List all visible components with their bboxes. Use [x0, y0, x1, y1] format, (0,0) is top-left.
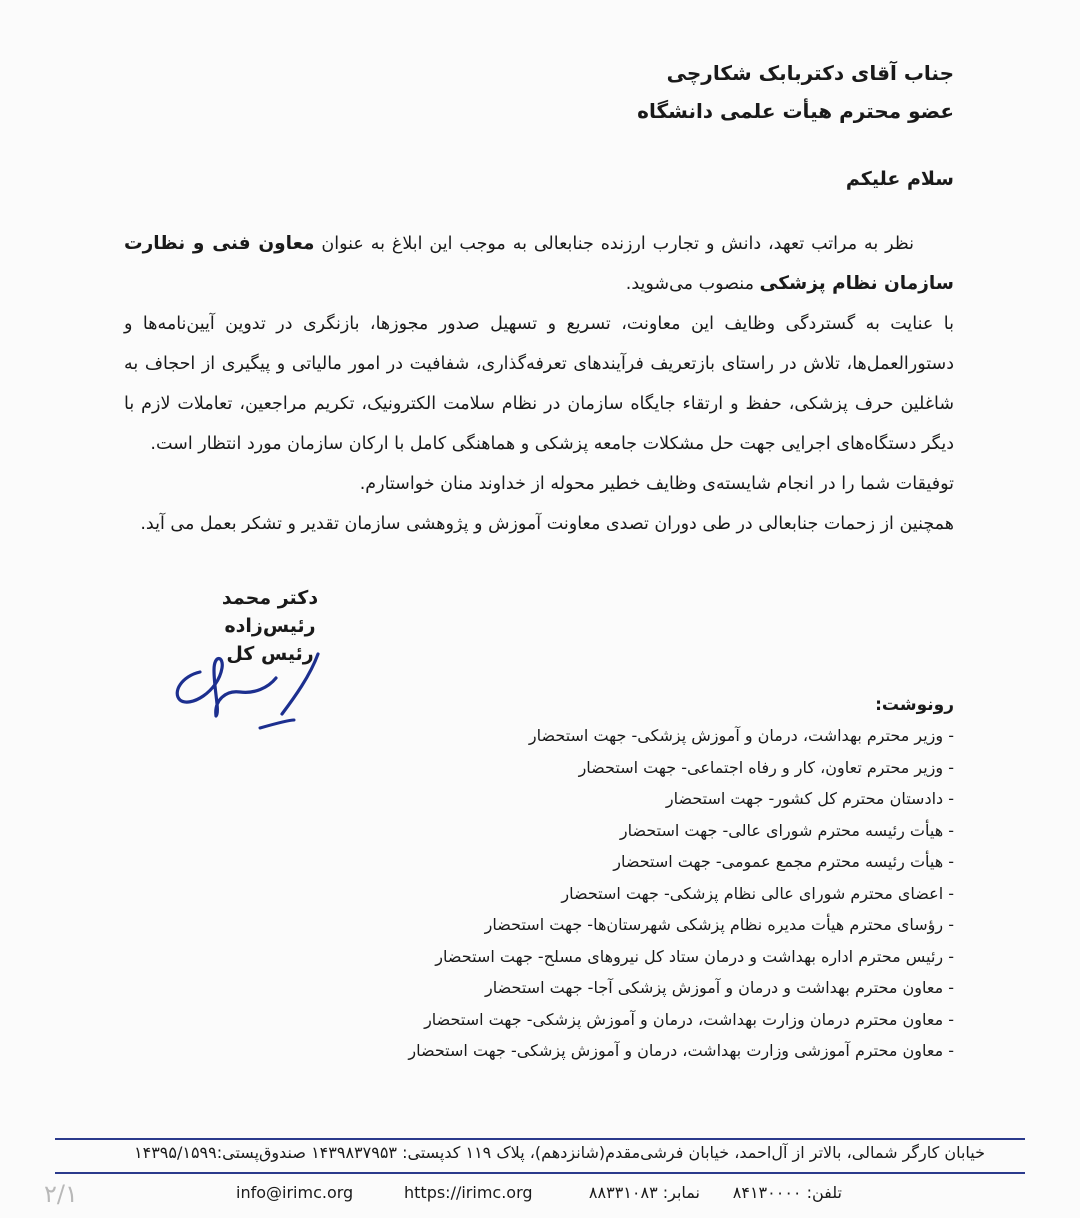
- footer-phone: تلفن: ۸۴۱۳۰۰۰۰: [732, 1183, 842, 1202]
- letter-body: [124, 224, 954, 544]
- cc-item: - رئیس محترم اداره بهداشت و درمان ستاد کل نیروهای مسلح- جهت استحضار: [435, 946, 954, 966]
- appointment-text: نظر به مراتب تعهد، دانش و تجارب ارزنده جنابعالی به موجب این ابلاغ به عنوان: [314, 234, 914, 254]
- footer-rule-top: [55, 1138, 1025, 1140]
- appointment-position: معاون فنی و نظارت سازمان نظام پزشکی: [124, 233, 954, 294]
- cc-item: - معاون محترم آموزشی وزارت بهداشت، درمان و آموزش پزشکی- جهت استحضار: [408, 1041, 954, 1060]
- cc-item: - وزیر محترم بهداشت، درمان و آموزش پزشکی- جهت استحضار: [528, 726, 954, 745]
- appointment-end: منصوب می‌شوید.: [625, 274, 760, 294]
- cc-block: [354, 690, 954, 1067]
- addressee-position: عضو محترم هیأت علمی دانشگاه: [637, 99, 954, 123]
- cc-item: - معاون محترم درمان وزارت بهداشت، درمان و آموزش پزشکی- جهت استحضار: [424, 1009, 954, 1029]
- cc-item: - معاون محترم بهداشت و درمان و آموزش پزشکی آجا- جهت استحضار: [485, 978, 954, 997]
- cc-list: [354, 720, 954, 1067]
- greeting: سلام علیکم: [845, 168, 954, 190]
- cc-item: - هیأت رئیسه محترم شورای عالی- جهت استحضار: [619, 820, 954, 840]
- cc-item: - اعضای محترم شورای عالی نظام پزشکی- جهت استحضار: [561, 883, 954, 903]
- footer-email[interactable]: info@irimc.org: [236, 1183, 354, 1202]
- cc-item: - رؤسای محترم هیأت مدیره نظام پزشکی شهرستان‌ها- جهت استحضار: [484, 915, 954, 934]
- signatory-name: دکتر محمد رئیس‌زاده: [221, 587, 319, 637]
- signatory-title: رئیس کل: [226, 643, 314, 665]
- paragraph-appointment: [124, 224, 954, 304]
- paragraph-duties: با عنایت به گستردگی وظایف این معاونت، تسریع و تسهیل صدور مجوزها، بازنگری در تدوین آیین‌نامه‌ها و دستورالعمل‌ها، تلاش در راستای بازتعریف فرآیندهای تعرفه‌گذاری، شفافیت در امور مالیاتی و پیگیری از احجاف به شاغلین حرف پزشکی، حفظ و ارتقاء جایگاه سازمان در نظام سلامت الکترونیک، تکریم مراجعین، تعاملات لازم با دیگر دستگاه‌های اجرایی جهت حل مشکلات جامعه پزشکی و هماهنگی کامل با ارکان سازمان مورد انتظار است.: [124, 314, 954, 454]
- paragraph-thanks: همچنین از زحمات جنابعالی در طی دوران تصدی معاونت آموزش و پژوهشی سازمان تقدیر و تشکر بعمل می آید.: [140, 514, 954, 534]
- footer-address: خیابان کارگر شمالی، بالاتر از آل‌احمد، خیابان فرشی‌مقدم(شانزدهم)، پلاک ۱۱۹ کدپستی: ۱۴۳۹۸۳۷۹۵۳ صندوق‌پستی:۱۴۳۹۵/۱۵۹۹: [134, 1143, 985, 1162]
- cc-item: - وزیر محترم تعاون، کار و رفاه اجتماعی- جهت استحضار: [578, 757, 954, 777]
- cc-item: - دادستان محترم کل کشور- جهت استحضار: [665, 789, 954, 808]
- addressee-block: [354, 54, 954, 130]
- paragraph-wishes: توفیقات شما را در انجام شایسته‌ی وظایف خطیر محوله از خداوند منان خواستارم.: [359, 474, 954, 494]
- footer-website[interactable]: https://irimc.org: [404, 1183, 533, 1202]
- cc-title: رونوشت:: [875, 695, 954, 715]
- cc-item: - هیأت رئیسه محترم مجمع عمومی- جهت استحضار: [613, 852, 954, 871]
- page-number: ۲/۱: [44, 1180, 78, 1208]
- footer-rule-bottom: [55, 1172, 1025, 1174]
- footer-fax: نمابر: ۸۸۳۳۱۰۸۳: [588, 1183, 700, 1202]
- handwritten-signature: [170, 640, 340, 740]
- addressee-name: جناب آقای دکتربابک شکارچی: [666, 61, 954, 85]
